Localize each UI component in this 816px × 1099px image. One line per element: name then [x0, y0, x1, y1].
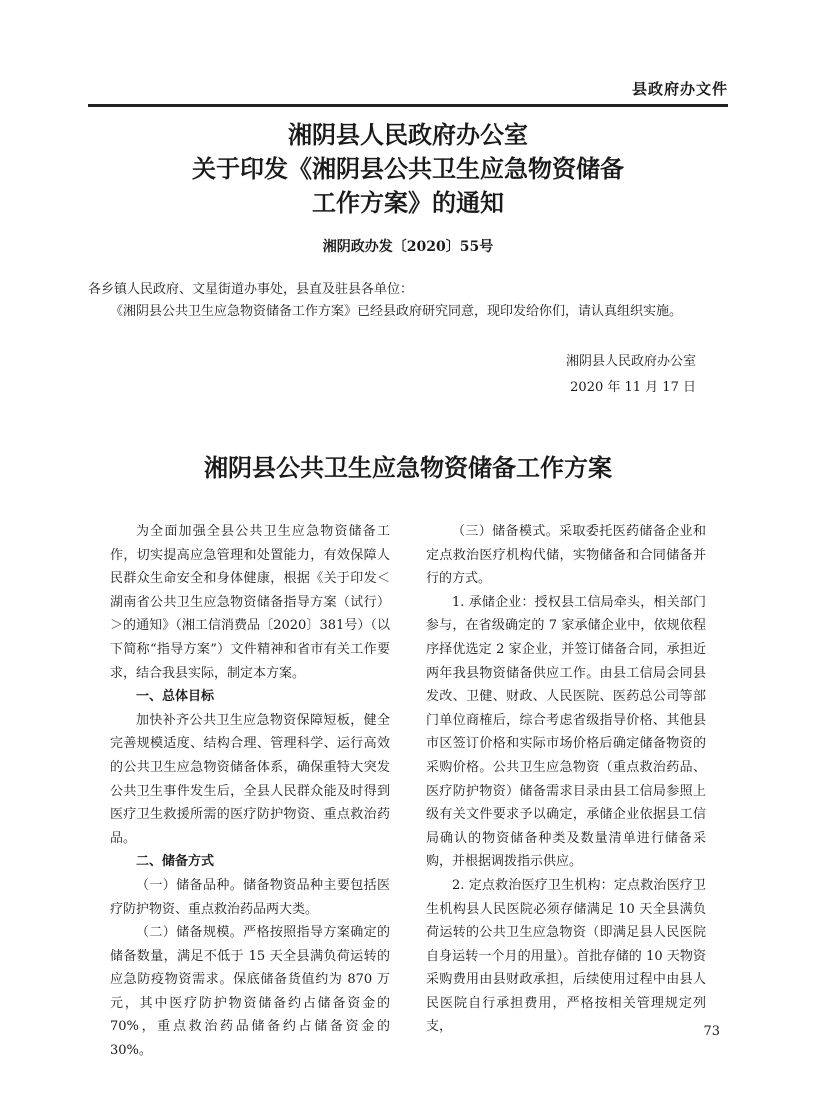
- title-line-3: 工作方案》的通知: [312, 188, 504, 217]
- page-number: 73: [703, 1024, 720, 1039]
- paragraph: （三）储备模式。采取委托医药储备企业和定点救治医疗机构代储，实物储备和合同储备并行的方式。: [426, 524, 706, 587]
- signature-date: 2020 年 11 月 17 日: [570, 380, 696, 395]
- paragraph: 1. 承储企业：授权县工信局牵头，相关部门参与，在省级确定的 7 家承储企业中，依规依程序择优选定 2 家企业，并签订储备合同，承担近两年我县物资储备供应工作。由县工信局会同县发改、卫健、财政、人民医院、医药总公司等部门单位商榷后，综合考虑省级指导价格、其他县市区签订价格和实际市场价格后确定储备物资的采购价格。公共卫生应急物资（重点救治药品、医疗防护物资）储备需求目录由县工信局参照上级有关文件要求予以确定，承储企业依据县工信局确认的物资储备种类及数量清单进行储备采购，并根据调拨指示供应。: [426, 594, 706, 870]
- right-column: [426, 520, 706, 1039]
- section-heading: 二、储备方式: [136, 854, 215, 870]
- paragraph: （二）储备规模。严格按照指导方案确定的储备数量，满足不低于 15 天全县满负荷运转的应急防疫物资需求。保底储备货值约为 870 万元，其中医疗防护物资储备约占储备资金的 70%，重点救治药品储备约占储备资金的 30%。: [110, 925, 390, 1059]
- paragraph: （一）储备品种。储备物资品种主要包括医疗防护物资、重点救治药品两大类。: [110, 877, 390, 917]
- header-rule: [88, 104, 728, 107]
- notice-title: [88, 118, 728, 220]
- title-line-2: 关于印发《湘阴县公共卫生应急物资储备: [192, 154, 624, 183]
- title-line-1: 湘阴县人民政府办公室: [288, 120, 528, 149]
- left-column: [110, 520, 390, 1063]
- paragraph: 2. 定点救治医疗卫生机构：定点救治医疗卫生机构县人民医院必须存储满足 10 天全县满负荷运转的公共卫生应急物资（即满足县人民医院自身运转一个月的用量）。首批存储的 10 天物资采购费用由县财政承担，后续使用过程中由县人民医院自行承担费用，严格按相关管理规定列支，: [426, 877, 706, 1035]
- signature-org: 湘阴县人民政府办公室: [565, 354, 696, 369]
- document-number: 湘阴政办发〔2020〕55号: [322, 239, 494, 255]
- plan-title: 湘阴县公共卫生应急物资储备工作方案: [204, 453, 612, 482]
- paragraph: 为全面加强全县公共卫生应急物资储备工作，切实提高应急管理和处置能力，有效保障人民群众生命安全和身体健康，根据《关于印发＜湖南省公共卫生应急物资储备指导方案（试行）＞的通知》（湘工信消费品〔2020〕381号）（以下简称“指导方案”）文件精神和省市有关工作要求，结合我县实际，制定本方案。: [110, 524, 390, 681]
- notice-body: 《湘阴县公共卫生应急物资储备工作方案》已经县政府研究同意，现印发给你们，请认真组织实施。: [110, 304, 683, 319]
- addressee: 各乡镇人民政府、文星街道办事处，县直及驻县各单位：: [88, 282, 414, 297]
- section-heading: 一、总体目标: [136, 689, 215, 705]
- paragraph: 加快补齐公共卫生应急物资保障短板，健全完善规模适度、结构合理、管理科学、运行高效的公共卫生应急物资储备体系，确保重特大突发公共卫生事件发生后，全县人民群众能及时得到医疗卫生救援所需的医疗防护物资、重点救治药品。: [110, 712, 390, 846]
- section-tag: 县政府办文件: [631, 80, 728, 98]
